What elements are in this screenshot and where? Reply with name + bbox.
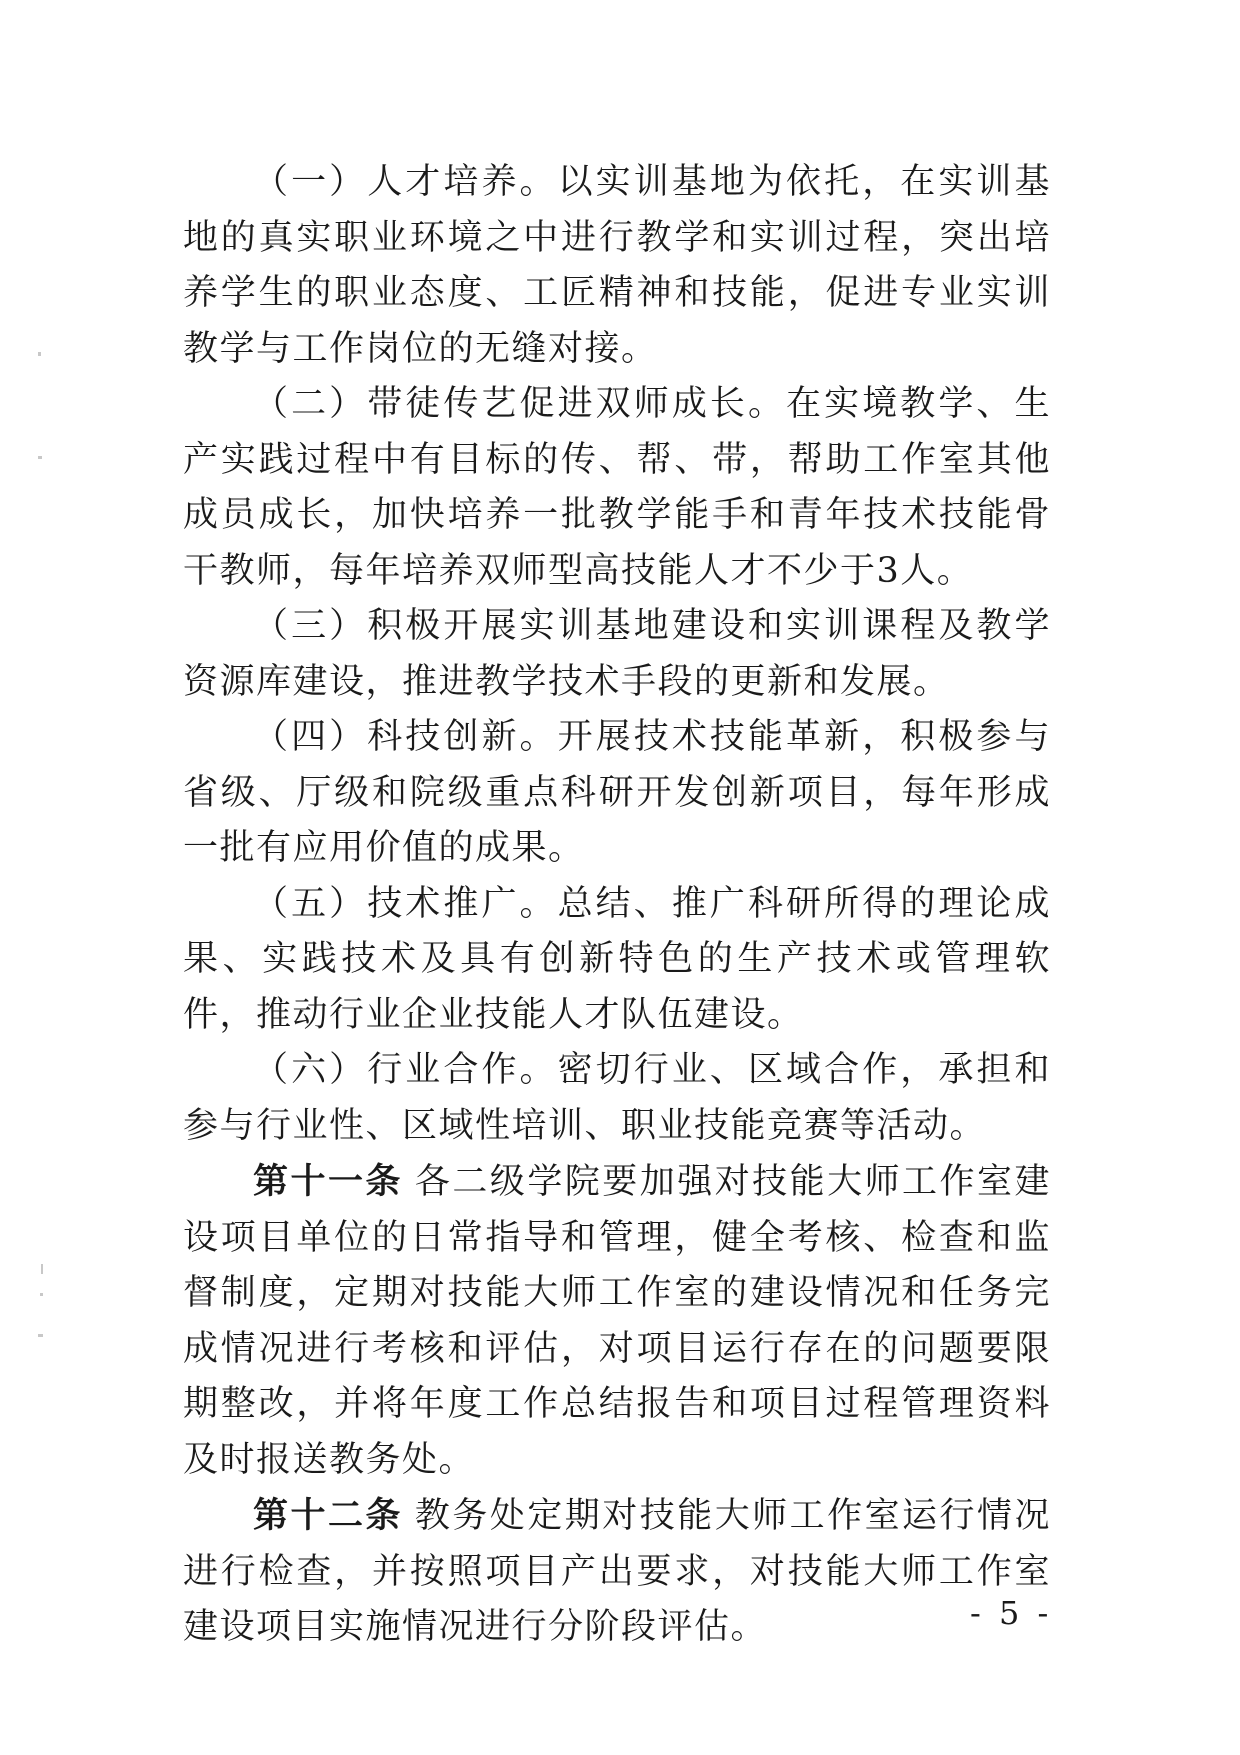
paragraph: （四）科技创新。开展技术技能革新，积极参与省级、厅级和院级重点科研开发创新项目，每年形成一批有应用价值的成果。 (183, 717, 1051, 868)
paragraph: （六）行业合作。密切行业、区域合作，承担和参与行业性、区域性培训、职业技能竞赛等活动。 (183, 1050, 1051, 1146)
article-number: 第十二条 (253, 1495, 403, 1536)
article-paragraph (183, 1488, 1051, 1656)
scan-mark (40, 1293, 43, 1296)
paragraph: （三）积极开展实训基地建设和实训课程及教学资源库建设，推进教学技术手段的更新和发展。 (183, 606, 1051, 702)
paragraph: （五）技术推广。总结、推广科研所得的理论成果、实践技术及具有创新特色的生产技术或管理软件，推动行业企业技能人才队伍建设。 (183, 883, 1051, 1035)
document-body (183, 155, 1051, 1656)
article-paragraph (183, 1154, 1051, 1488)
paragraph: （二）带徒传艺促进双师成长。在实境教学、生产实践过程中有目标的传、帮、带，帮助工作室其他成员成长，加快培养一批教学能手和青年技术技能骨干教师，每年培养双师型高技能人才不少于3人。 (183, 384, 1051, 591)
paragraph: （一）人才培养。以实训基地为依托，在实训基地的真实职业环境之中进行教学和实训过程，突出培养学生的职业态度、工匠精神和技能，促进专业实训教学与工作岗位的无缝对接。 (183, 162, 1051, 369)
page-number: - 5 - (970, 1594, 1053, 1632)
scan-mark (41, 1264, 43, 1274)
article-text: 各二级学院要加强对技能大师工作室建设项目单位的日常指导和管理，健全考核、检查和监督制度，定期对技能大师工作室的建设情况和任务完成情况进行考核和评估，对项目运行存在的问题要限期整改，并将年度工作总结报告和项目过程管理资料及时报送教务处。 (183, 1162, 1051, 1480)
scan-mark (38, 456, 42, 459)
scan-mark (38, 1334, 43, 1337)
scan-mark (38, 352, 41, 356)
article-number: 第十一条 (253, 1161, 403, 1202)
article-text: 教务处定期对技能大师工作室运行情况进行检查，并按照项目产出要求，对技能大师工作室建设项目实施情况进行分阶段评估。 (183, 1496, 1051, 1647)
